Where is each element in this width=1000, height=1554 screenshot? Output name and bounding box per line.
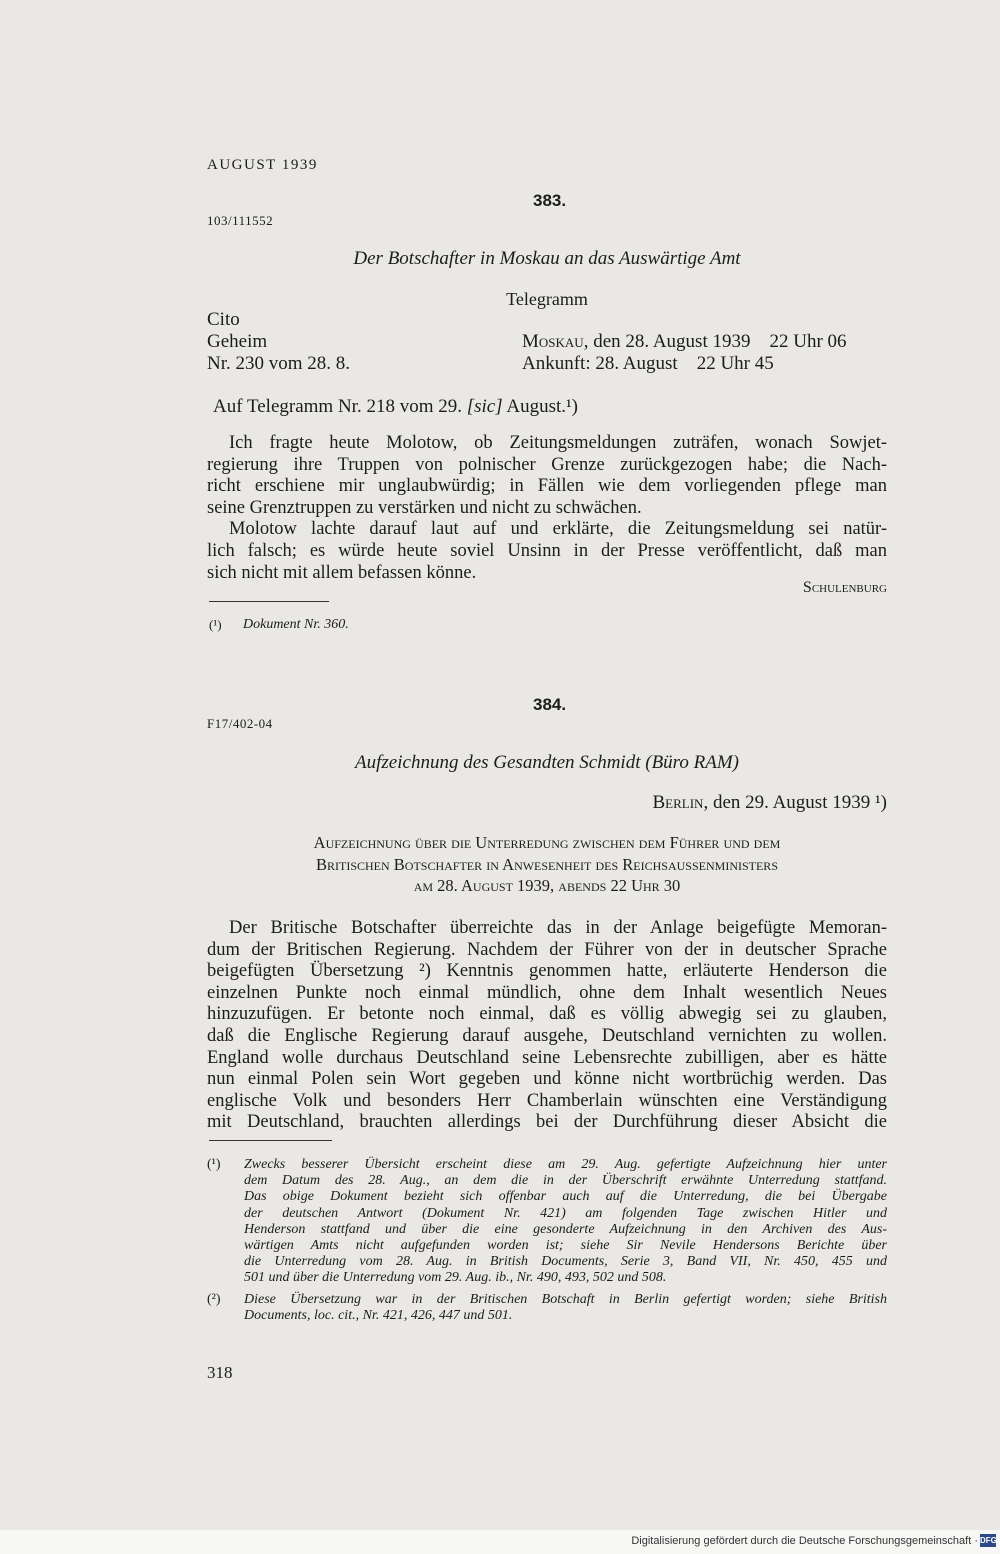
reference-end: August.¹) — [502, 396, 579, 417]
running-head: AUGUST 1939 — [207, 157, 318, 173]
body-line: Der Britische Botschafter überreichte das in der Anlage beigefügte Memoran- — [229, 918, 887, 938]
meta-cito: Cito — [207, 309, 240, 330]
footnote-line: 501 und über die Unterredung vom 29. Aug. ib., Nr. 490, 493, 502 und 508. — [244, 1270, 667, 1286]
document-title-383: Der Botschafter in Moskau an das Auswärtige Amt — [353, 248, 741, 269]
footnote-mark-383: (¹) — [209, 617, 222, 632]
dispatch-date: , den 29. August 1939 ¹) — [703, 792, 887, 813]
signature-383: Schulenburg — [802, 579, 887, 596]
document-type-383: Telegramm — [506, 289, 588, 309]
body-line: richt erschiene mir unglaubwürdig; in Fällen wie dem vorliegenden pflege man — [207, 476, 887, 497]
body-line: lich falsch; es würde heute soviel Unsinn in der Presse veröffentlicht, daß man — [207, 540, 887, 561]
body-line: nun einmal Polen sein Wort gegeben und könne nicht wortbrüchig werden. Das — [207, 1069, 887, 1090]
record-heading-384 — [207, 832, 887, 897]
footnote-line: dem Datum des 28. Aug., an dem die in der Überschrift erwähnte Unterredung stattfand. — [244, 1173, 887, 1189]
body-line: regierung ihre Truppen von polnischer Grenze zurückgezogen habe; die Nach- — [207, 454, 887, 475]
footnote-line: Documents, loc. cit., Nr. 421, 426, 447 und 501. — [244, 1308, 513, 1324]
footnote-line: Henderson stattfand und über die eine gesonderte Aufzeichnung in den Archiven des Aus- — [244, 1221, 887, 1237]
reference-sic: [sic] — [466, 396, 503, 417]
reference-text: Auf Telegramm Nr. 218 vom 29. — [213, 396, 467, 417]
body-line: Molotow lachte darauf laut auf und erklärte, die Zeitungsmeldung sei natür- — [229, 519, 887, 540]
footnote-line: Diese Übersetzung war in der Britischen Botschaft in Berlin gefertigt worden; siehe British — [244, 1292, 887, 1307]
reference-line-383 — [213, 396, 578, 418]
footnote-mark: (¹) — [207, 1157, 221, 1172]
footnote-line: die Unterredung vom 28. Aug. in British Documents, Serie 3, Band VII, Nr. 450, 455 und — [244, 1254, 887, 1270]
dispatch-place: Moskau — [522, 331, 584, 352]
heading-line: Britischen Botschafter in Anwesenheit des Reichsaussenministers — [316, 854, 778, 874]
dispatch-line-384 — [652, 792, 887, 814]
body-line: mit Deutschland, brauchten allerdings bei der Durchführung dieser Absicht die — [207, 1112, 887, 1133]
footnote-2-384 — [207, 1292, 887, 1326]
body-line: hinzuzufügen. Er betonte noch einmal, daß es völlig abwegig sei zu glauben, — [207, 1004, 887, 1025]
footnote-text-383: Dokument Nr. 360. — [243, 617, 349, 632]
document-title-384: Aufzeichnung des Gesandten Schmidt (Büro RAM) — [355, 752, 739, 773]
footnote-body — [244, 1292, 887, 1324]
footnote-line: wärtigen Amts nicht aufgefunden worden ist; siehe Sir Nevile Hendersons Berichte über — [244, 1237, 887, 1253]
meta-number: Nr. 230 vom 28. 8. — [207, 353, 351, 374]
dfg-logo-icon: DFG — [980, 1536, 997, 1545]
footnote-1-384 — [207, 1157, 887, 1287]
dispatch-line-383 — [522, 331, 847, 353]
footnote-body — [244, 1157, 887, 1287]
meta-geheim: Geheim — [207, 331, 268, 352]
body-line: England wolle durchaus Deutschland seine Lebensrechte zubilligen, aber es hätte — [207, 1047, 887, 1068]
body-line: einzelnen Punkte noch einmal mündlich, ohne dem Inhalt wesentlich Neues — [207, 982, 887, 1003]
body-384 — [207, 918, 887, 1134]
body-line: dum der Britischen Regierung. Nachdem der Führer von der in deutscher Sprache — [207, 939, 887, 960]
body-line: sich nicht mit allem befassen könne. — [207, 562, 477, 583]
archive-reference-384: F17/402-04 — [207, 716, 273, 731]
body-line: Ich fragte heute Molotow, ob Zeitungsmeldungen zuträfen, wonach Sowjet- — [229, 433, 887, 453]
page-number: 318 — [207, 1363, 233, 1382]
body-line: daß die Englische Regierung darauf ausgehe, Deutschland vernichten zu wollen. — [207, 1025, 887, 1046]
footnote-rule — [209, 601, 329, 602]
footnote-rule — [209, 1140, 332, 1141]
body-383 — [207, 433, 887, 584]
arrival-line-383: Ankunft: 28. August 22 Uhr 45 — [522, 353, 774, 374]
funding-note: Digitalisierung gefördert durch die Deutsche Forschungsgemeinschaft · — [631, 1535, 978, 1547]
document-number-384: 384. — [533, 695, 567, 714]
footnote-mark: (²) — [207, 1292, 221, 1307]
body-line: beigefügten Übersetzung ²) Kenntnis genommen hatte, erläuterte Henderson die — [207, 961, 887, 982]
body-line: seine Grenztruppen zu verstärken und nicht zu schwächen. — [207, 497, 642, 518]
dispatch-place: Berlin — [652, 792, 704, 813]
footnote-line: der deutschen Antwort (Dokument Nr. 421) am folgenden Tage zwischen Hitler und — [244, 1205, 887, 1221]
footnote-line: Zwecks besserer Übersicht erscheint diese am 29. Aug. gefertigte Aufzeichnung hier unter — [244, 1157, 887, 1172]
body-line: englische Volk und besonders Herr Chamberlain wünschten eine Verständigung — [207, 1090, 887, 1111]
footnote-line: Das obige Dokument bezieht sich offenbar auch auf die Unterredung, die bei Übergabe — [244, 1189, 887, 1205]
dispatch-date: , den 28. August 1939 22 Uhr 06 — [583, 331, 847, 352]
heading-line: Aufzeichnung über die Unterredung zwischen dem Führer und dem — [313, 833, 781, 852]
heading-line: am 28. August 1939, abends 22 Uhr 30 — [413, 876, 681, 895]
archive-reference-383: 103/111552 — [207, 213, 274, 228]
document-number-383: 383. — [533, 191, 567, 210]
